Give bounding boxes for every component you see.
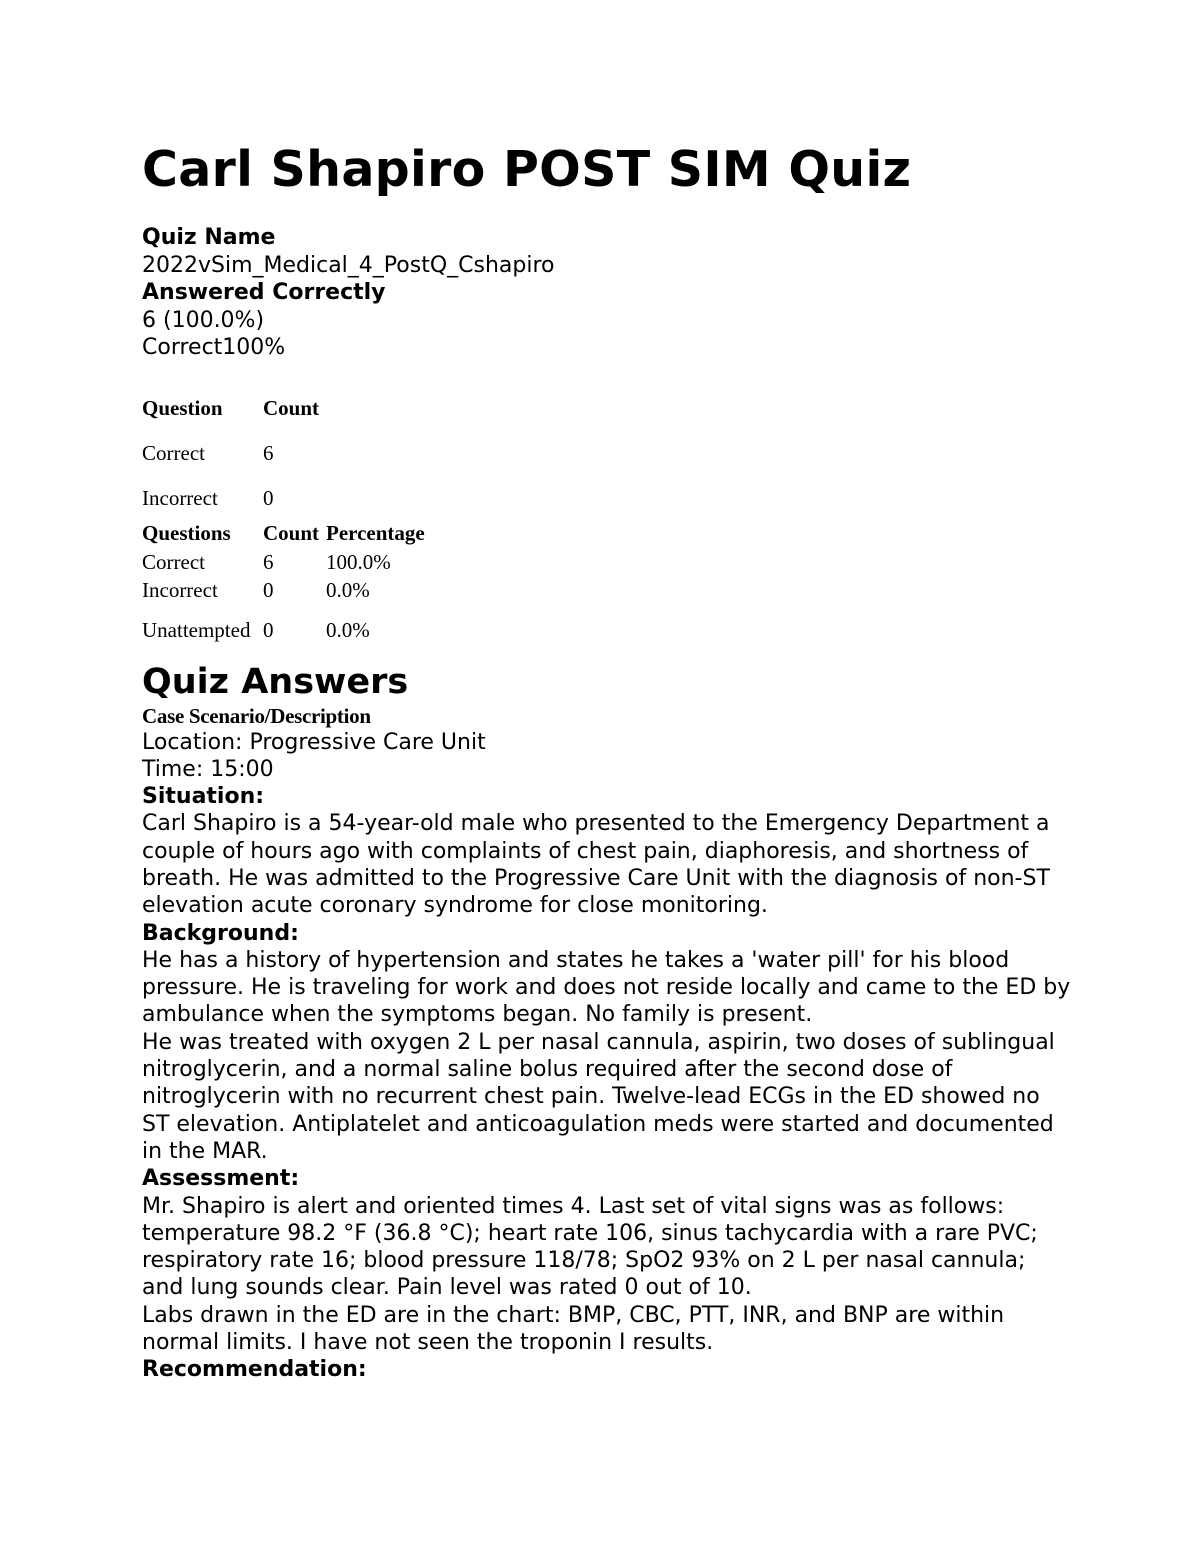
row-label: Incorrect [142, 578, 218, 602]
assessment-text-1: Mr. Shapiro is alert and oriented times 4. Last set of vital signs was as follows: temperature 98.2 °F (36.8 °C); heart rate 106, sinus tachycardia with a rare PVC; respiratory rate 16; blood pressure 118/78; SpO2 93% on 2 L per nasal cannula; and lung sounds clear. Pain level was rated 0 out of 10. [142, 1193, 1038, 1301]
question-count-table [142, 386, 319, 521]
background-label: Background: [142, 920, 299, 946]
table-row [142, 476, 319, 521]
row-label: Correct [142, 440, 205, 465]
row-count: 6 [263, 550, 274, 574]
background-text-2: He was treated with oxygen 2 L per nasal cannula, aspirin, two doses of sublingual nitroglycerin, and a normal saline bolus required after the second dose of nitroglycerin with no recurrent chest pain. Twelve-lead ECGs in the ED showed no ST elevation. Antiplatelet and anticoagulation meds were started and documented in the MAR. [142, 1029, 1055, 1164]
time-line: Time: 15:00 [142, 756, 274, 782]
page-title: Carl Shapiro POST SIM Quiz [142, 141, 912, 198]
row-label: Unattempted [142, 618, 251, 642]
row-percentage: 0.0% [326, 578, 370, 602]
recommendation-label: Recommendation: [142, 1357, 367, 1383]
case-scenario-body [142, 729, 1072, 1384]
table-row [142, 605, 425, 657]
assessment-text-2: Labs drawn in the ED are in the chart: BMP, CBC, PTT, INR, and BNP are within normal limits. I have not seen the troponin I results. [142, 1302, 1005, 1356]
header-percentage: Percentage [326, 521, 425, 545]
table-header-row [142, 519, 425, 549]
header-questions: Questions [142, 521, 231, 545]
table-row [142, 577, 425, 605]
document-page [142, 138, 1072, 1384]
row-count: 0 [263, 578, 274, 602]
answered-correctly-label: Answered Correctly [142, 280, 386, 305]
header-question: Question [142, 395, 223, 420]
assessment-label: Assessment: [142, 1166, 300, 1192]
row-count: 0 [263, 618, 274, 642]
quiz-name-label: Quiz Name [142, 225, 276, 250]
row-label: Incorrect [142, 485, 218, 510]
background-text-1: He has a history of hypertension and states he takes a 'water pill' for his blood pressure. He is traveling for work and does not reside locally and came to the ED by ambulance when the symptoms began. No family is present. [142, 947, 1071, 1028]
situation-text: Carl Shapiro is a 54-year-old male who presented to the Emergency Department a couple of hours ago with complaints of chest pain, diaphoresis, and shortness of breath. He was admitted to the Progressive Care Unit with the diagnosis of non-ST elevation acute coronary syndrome for close monitoring. [142, 811, 1050, 919]
row-count: 0 [263, 485, 274, 510]
header-count: Count [263, 521, 320, 545]
row-count: 6 [263, 440, 274, 465]
row-percentage: 0.0% [326, 618, 370, 642]
row-percentage: 100.0% [326, 550, 391, 574]
situation-label: Situation: [142, 784, 265, 810]
location-line: Location: Progressive Care Unit [142, 729, 486, 755]
correct-summary: Correct100% [142, 335, 286, 360]
quiz-meta [142, 224, 1072, 362]
quiz-name-value: 2022vSim_Medical_4_PostQ_Cshapiro [142, 252, 555, 278]
table-row [142, 431, 319, 476]
table-header-row [142, 386, 319, 431]
answered-correctly-value: 6 (100.0%) [142, 307, 265, 333]
header-count: Count [263, 395, 320, 420]
table-row [142, 549, 425, 577]
case-scenario-label: Case Scenario/Description [142, 703, 371, 728]
row-label: Correct [142, 550, 205, 574]
quiz-answers-heading: Quiz Answers [142, 661, 409, 702]
question-percentage-table [142, 519, 425, 657]
